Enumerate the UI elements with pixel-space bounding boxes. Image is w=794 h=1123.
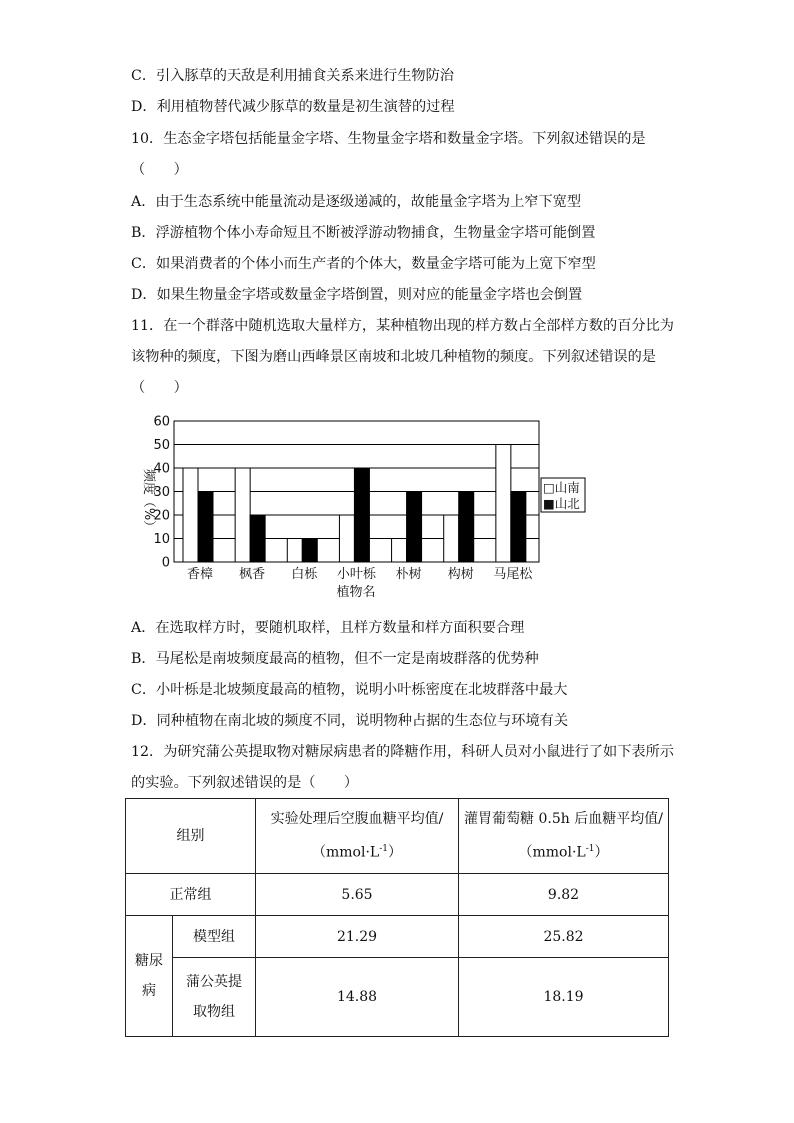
x-tick-label: 小叶栎 [336,567,376,582]
bar-山北-枫香 [250,515,265,562]
row-extract-v2: 18.19 [459,958,669,1037]
bar-山北-朴树 [407,492,422,563]
bar-山南-马尾松 [496,445,511,563]
chart-y-label: 频度（%） [141,468,156,534]
table-header-row [126,799,669,874]
bar-山北-马尾松 [511,492,526,563]
table-row [126,916,669,958]
q10-paren: （ ） [131,162,188,178]
legend-north: ■山北 [543,496,580,511]
header-glucose-line2: $(mmol\cdot L^{-1})$ [518,844,609,861]
bar-山北-白栎 [302,539,317,563]
q11-option-a: A．在选取样方时，要随机取样，且样方数量和样方面积要合理 [131,620,525,636]
q10-option-a: A．由于生态系统中能量流动是逐级递减的，故能量金字塔为上窄下宽型 [131,194,582,210]
bar-山南-枫香 [235,468,250,562]
q11-paren: （ ） [131,380,188,396]
bar-山北-香樟 [198,492,213,563]
x-tick-label: 枫香 [239,567,266,582]
q11-option-d: D．同种植物在南北坡的频度不同，说明物种占据的生态位与环境有关 [131,713,569,729]
y-tick-label: 40 [153,461,170,477]
y-tick-label: 0 [161,555,170,571]
y-tick-label: 50 [153,438,170,453]
row-extract-v1: 14.88 [256,958,459,1037]
q9-option-d: D．利用植物替代减少豚草的数量是初生演替的过程 [131,99,455,115]
q10-option-d: D．如果生物量金字塔或数量金字塔倒置，则对应的能量金字塔也会倒置 [131,287,583,303]
header-glucose-line1: 灌胃葡萄糖 0.5h 后血糖平均值/ [464,811,663,828]
chart-legend [541,478,585,512]
bar-山南-朴树 [392,539,407,563]
x-tick-label: 香樟 [186,567,214,582]
experiment-table [125,798,669,1037]
row-model-label: 模型组 [173,916,256,958]
chart-x-label: 植物名 [336,585,376,600]
frequency-bar-chart [130,408,600,608]
bar-山北-构树 [459,492,474,563]
x-tick-label: 白栎 [291,567,318,582]
bar-山南-小叶栎 [339,515,354,562]
q9-option-c: C．引入豚草的天敌是利用捕食关系来进行生物防治 [131,68,454,84]
q11-option-c: C．小叶栎是北坡频度最高的植物，说明小叶栎密度在北坡群落中最大 [131,682,568,698]
x-tick-label: 马尾松 [493,567,533,582]
y-tick-label: 20 [153,508,170,524]
header-fasting-line2: $(mmol\cdot L^{-1})$ [312,844,402,861]
row-model-v1: 21.29 [256,916,459,958]
q12-stem-line2: 的实验。下列叙述错误的是（ ） [131,775,359,791]
table-row [126,874,669,916]
y-tick-label: 60 [153,414,170,430]
header-fasting-line1: 实验处理后空腹血糖平均值/ [270,811,444,828]
row-extract-label: 蒲公英提 取物组 [173,958,256,1037]
header-fasting [256,799,459,874]
bar-山南-白栎 [287,539,302,563]
q11-stem-line2: 该物种的频度，下图为磨山西峰景区南坡和北坡几种植物的频度。下列叙述错误的是 [131,349,656,365]
y-tick-label: 10 [153,532,170,547]
bar-山北-小叶栎 [354,468,369,562]
q11-option-b: B．马尾松是南坡频度最高的植物，但不一定是南坡群落的优势种 [131,651,539,667]
q11-stem-line1: 11．在一个群落中随机选取大量样方，某种植物出现的样方数占全部样方数的百分比为 [131,318,674,334]
table-row [126,958,669,1037]
q12-stem-line1: 12．为研究蒲公英提取物对糖尿病患者的降糖作用，科研人员对小鼠进行了如下表所示 [131,744,674,760]
q10-option-b: B．浮游植物个体小寿命短且不断被浮游动物捕食，生物量金字塔可能倒置 [131,225,596,241]
header-glucose [459,799,669,874]
q10-option-c: C．如果消费者的个体小而生产者的个体大，数量金字塔可能为上宽下窄型 [131,256,596,272]
bar-山南-构树 [444,515,459,562]
row-normal-v2: 9.82 [459,874,669,916]
diabetes-group-label: 糖尿 病 [126,916,173,1037]
header-group: 组别 [126,799,256,874]
x-tick-label: 构树 [447,567,474,582]
row-model-v2: 25.82 [459,916,669,958]
row-normal-v1: 5.65 [256,874,459,916]
legend-south: □山南 [543,480,580,495]
bar-山南-香樟 [183,468,198,562]
q10-stem: 10．生态金字塔包括能量金字塔、生物量金字塔和数量金字塔。下列叙述错误的是 [131,131,646,147]
y-tick-label: 30 [153,485,170,500]
row-normal-label: 正常组 [126,874,256,916]
x-tick-label: 朴树 [395,567,422,582]
